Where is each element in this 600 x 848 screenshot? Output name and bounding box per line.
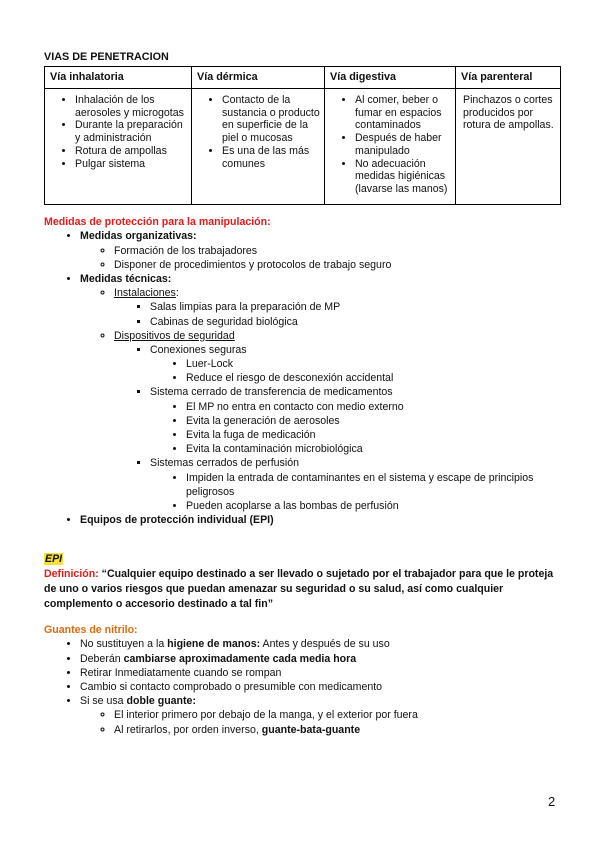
list-item: ▪ Cabinas de seguridad biológica	[150, 315, 560, 329]
cell-dermica	[192, 89, 325, 205]
document-page	[44, 50, 560, 737]
cell-inhalatoria	[45, 89, 192, 205]
section-heading-vias: VIAS DE PENETRACION	[44, 51, 169, 63]
list-item: ▪ Salas limpias para la preparación de MP	[150, 300, 560, 314]
list-item: • Pulgar sistema	[75, 158, 187, 171]
text-run: Deberán	[80, 652, 124, 665]
definition-label: Definición:	[44, 568, 99, 581]
tecnicas-label: Medidas técnicas:	[80, 272, 172, 285]
list-item: • Contacto de la sustancia o producto en superficie de la piel o mucosas	[222, 94, 320, 145]
header-dermica: Vía dérmica	[192, 67, 325, 89]
perfusion-label: Sistemas cerrados de perfusión	[150, 457, 299, 470]
list-item	[80, 272, 560, 513]
header-inhalatoria: Vía inhalatoria	[45, 67, 192, 89]
medidas-list	[44, 229, 560, 527]
list-item	[150, 343, 560, 386]
text-run: Al retirarlos, por orden inverso,	[114, 723, 262, 736]
cell-parenteral: Pinchazos o cortes producidos por rotura de ampollas.	[456, 89, 561, 205]
text-run: Si se usa	[80, 695, 127, 708]
list-item	[80, 229, 560, 272]
epi-title: EPI	[45, 553, 63, 566]
list-item: • Luer-Lock	[186, 357, 560, 371]
text-run: No sustituyen a la	[80, 638, 168, 651]
list-item: • Pueden acoplarse a las bombas de perfusión	[186, 499, 560, 513]
text-run-bold: guante-bata-guante	[261, 723, 361, 736]
cell-digestiva	[325, 89, 456, 205]
sistema-cerrado-label: Sistema cerrado de transferencia de medicamentos	[150, 386, 393, 399]
instalaciones-label: Instalaciones	[114, 287, 176, 300]
list-item: • Inhalación de los aerosoles y microgotas	[75, 94, 187, 119]
list-item	[150, 385, 560, 456]
text-run: Antes y después de su uso	[260, 638, 390, 651]
epi-definition	[44, 567, 560, 611]
list-item	[80, 652, 560, 666]
list-item: • Cambio si contacto comprobado o presumible con medicamento	[80, 680, 560, 694]
conexiones-label: Conexiones seguras	[150, 343, 247, 356]
guantes-title: Guantes de nitrilo:	[44, 623, 138, 636]
list-item: ◦ Formación de los trabajadores	[114, 244, 560, 258]
list-item: • Reduce el riesgo de desconexión accidental	[186, 371, 560, 385]
header-parenteral: Vía parenteral	[456, 67, 561, 89]
list-item: • El MP no entra en contacto con medio externo	[186, 400, 560, 414]
list-item: • Evita la contaminación microbiológica	[186, 442, 560, 456]
text-run-bold: doble guante:	[126, 695, 196, 708]
instalaciones-colon: :	[175, 287, 179, 300]
guantes-list	[44, 637, 560, 736]
organizativas-label: Medidas organizativas:	[80, 230, 197, 243]
list-item	[114, 723, 560, 737]
list-item	[114, 286, 560, 329]
list-item: • Evita la fuga de medicación	[186, 428, 560, 442]
epi-label: Equipos de protección individual (EPI)	[80, 514, 274, 527]
list-item	[150, 456, 560, 513]
list-item: • Evita la generación de aerosoles	[186, 414, 560, 428]
list-item: • Impiden la entrada de contaminantes en el sistema y escape de principios peligrosos	[186, 471, 560, 499]
list-item: ◦ El interior primero por debajo de la manga, y el exterior por fuera	[114, 708, 560, 722]
medidas-title: Medidas de protección para la manipulación:	[44, 215, 271, 228]
list-item	[80, 513, 560, 527]
definition-text: “Cualquier equipo destinado a ser llevado o sujetado por el trabajador para que le proteja de uno o varios riesgos que puedan amenazar su seguridad o su salud, así como cualquier complemento o accesorio destinado a tal fin”	[44, 568, 554, 610]
table-row	[45, 89, 561, 205]
text-run-bold: cambiarse aproximadamente cada media hora	[123, 652, 357, 665]
list-item	[114, 329, 560, 513]
list-item: • Durante la preparación y administración	[75, 119, 187, 144]
list-item: • Al comer, beber o fumar en espacios contaminados	[355, 94, 451, 132]
list-item: • Después de haber manipulado	[355, 132, 451, 157]
list-item	[80, 694, 560, 737]
dispositivos-label: Dispositivos de seguridad	[114, 329, 235, 342]
header-digestiva: Vía digestiva	[325, 67, 456, 89]
vias-table	[44, 66, 561, 205]
text-run-bold: higiene de manos:	[167, 638, 261, 651]
list-item: • Es una de las más comunes	[222, 145, 320, 170]
list-item	[80, 637, 560, 651]
epi-section	[44, 553, 560, 567]
page-number: 2	[548, 794, 556, 809]
table-header-row	[45, 67, 561, 89]
list-item: ◦ Disponer de procedimientos y protocolos de trabajo seguro	[114, 258, 560, 272]
list-item: • Rotura de ampollas	[75, 145, 187, 158]
list-item: • Retirar Inmediatamente cuando se rompan	[80, 666, 560, 680]
list-item: • No adecuación medidas higiénicas (lavarse las manos)	[355, 158, 451, 196]
